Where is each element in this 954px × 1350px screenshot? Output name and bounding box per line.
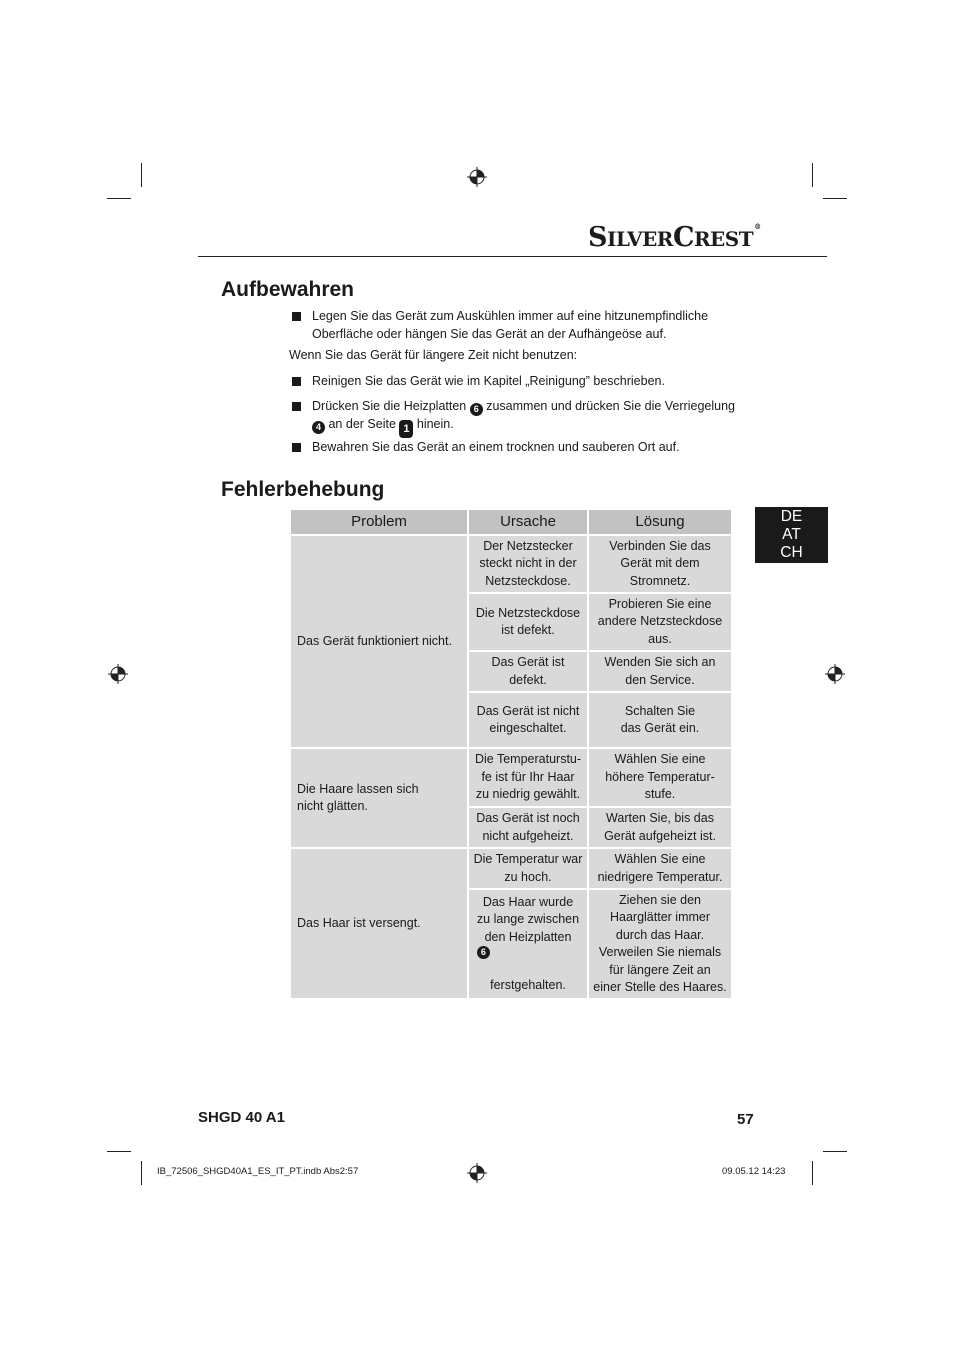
problem-cell: Das Haar ist versengt. [291, 849, 467, 998]
solution-cell: Verbinden Sie das Gerät mit dem Stromnetz. [589, 536, 731, 592]
storage-bullet-3: Drücken Sie die Heizplatten 6 zusammen und drücken Sie die Verriegelung 4 an der Seite 1 hinein. [312, 398, 752, 438]
crop-mark [141, 1161, 142, 1185]
cause-cell: Das Gerät ist nicht eingeschaltet. [469, 693, 587, 747]
crop-mark [141, 163, 142, 187]
crop-mark [107, 198, 131, 199]
registration-mark-icon [467, 1163, 487, 1183]
storage-bullet-4: Bewahren Sie das Gerät an einem trocknen und sauberen Ort auf. [312, 440, 680, 454]
problem-cell: Das Gerät funktioniert nicht. [291, 536, 467, 747]
solution-cell: Wenden Sie sich an den Service. [589, 652, 731, 691]
solution-cell: Schalten Sie das Gerät ein. [589, 693, 731, 747]
table-header-cause: Ursache [469, 510, 587, 534]
crop-mark [107, 1151, 131, 1152]
cause-cell: Das Haar wurde zu lange zwischen den Heizplatten 6 ferstgehalten. [469, 890, 587, 998]
ref-number-icon: 4 [312, 421, 325, 434]
ref-number-icon: 6 [477, 946, 490, 959]
storage-bullet-1: Legen Sie das Gerät zum Auskühlen immer auf eine hitzunempfindliche Oberfläche oder hängen Sie das Gerät an der Aufhängeöse auf. [312, 309, 709, 341]
bullet-square-icon [292, 402, 301, 411]
solution-cell: Warten Sie, bis das Gerät aufgeheizt ist. [589, 808, 731, 847]
cause-cell: Das Gerät ist noch nicht aufgeheizt. [469, 808, 587, 847]
language-tab: DE AT CH [755, 507, 828, 563]
registration-mark-icon [108, 664, 128, 684]
crop-mark [812, 163, 813, 187]
footer-model: SHGD 40 A1 [198, 1109, 285, 1126]
section-title-storage: Aufbewahren [221, 278, 355, 301]
crop-mark [812, 1161, 813, 1185]
side-number-icon: 1 [399, 420, 413, 438]
cause-cell: Das Gerät ist defekt. [469, 652, 587, 691]
solution-cell: Probieren Sie eine andere Netzsteckdose aus. [589, 594, 731, 650]
table-header-problem: Problem [291, 510, 467, 534]
page-number: 57 [737, 1111, 754, 1128]
solution-cell: Wählen Sie eine höhere Temperatur- stufe. [589, 749, 731, 806]
print-slug-right: 09.05.12 14:23 [722, 1166, 786, 1177]
header-rule [198, 256, 827, 257]
brand-logo: SILVERCREST® [588, 222, 761, 253]
problem-cell: Die Haare lassen sich nicht glätten. [291, 749, 467, 847]
registration-mark-icon [467, 167, 487, 187]
bullet-square-icon [292, 377, 301, 386]
cause-cell: Die Netzsteckdose ist defekt. [469, 594, 587, 650]
crop-mark [823, 1151, 847, 1152]
ref-number-icon: 6 [470, 403, 483, 416]
cause-cell: Der Netzstecker steckt nicht in der Netzsteckdose. [469, 536, 587, 592]
registration-mark-icon [825, 664, 845, 684]
print-slug-left: IB_72506_SHGD40A1_ES_IT_PT.indb Abs2:57 [157, 1166, 359, 1177]
solution-cell: Wählen Sie eine niedrigere Temperatur. [589, 849, 731, 888]
section-title-troubleshooting: Fehlerbehebung [221, 478, 385, 501]
bullet-square-icon [292, 312, 301, 321]
bullet-square-icon [292, 443, 301, 452]
cause-cell: Die Temperaturstu- fe ist für Ihr Haar zu niedrig gewählt. [469, 749, 587, 806]
crop-mark [823, 198, 847, 199]
storage-intro: Wenn Sie das Gerät für längere Zeit nicht benutzen: [289, 348, 578, 362]
cause-cell: Die Temperatur war zu hoch. [469, 849, 587, 888]
solution-cell: Ziehen sie den Haarglätter immer durch das Haar. Verweilen Sie niemals für längere Zeit an einer Stelle des Haares. [589, 890, 731, 998]
table-header-solution: Lösung [589, 510, 731, 534]
storage-bullet-2: Reinigen Sie das Gerät wie im Kapitel „Reinigung” beschrieben. [312, 374, 665, 388]
